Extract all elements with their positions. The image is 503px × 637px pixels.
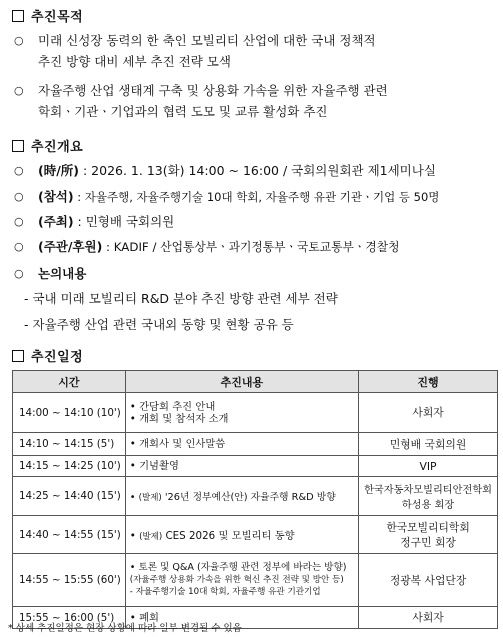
circle-bullet-icon: ○: [14, 190, 24, 203]
overview-organizer: ○ (주관/후원) : KADIF / 산업통상부ㆍ과기정통부ㆍ국토교통부ㆍ경찰청: [14, 236, 498, 258]
header-time: 시간: [13, 371, 126, 393]
circle-bullet-icon: ○: [14, 267, 24, 280]
overview-datetime: ○ (時/所) : 2026. 1. 13(화) 14:00 ~ 16:00 / 국회의원회관 제1세미나실: [14, 160, 498, 181]
table-row: 14:55 ~ 15:55 (60') • 토론 및 Q&A (자율주행 관련 정부에 바라는 방향) (자율주행 상용화 가속을 위한 혁신 추진 전략 및 방안 등) - 자율주행기술 10대 학회, 자율주행 유관 기관기업 정광복 사업단장: [13, 554, 498, 607]
table-row: 14:40 ~ 14:55 (15') • (발제) CES 2026 및 모빌리티 동향 한국모빌리티학회 정구민 회장: [13, 516, 498, 554]
table-row: 14:25 ~ 14:40 (15') • (발제) '26년 정부예산(안) 자율주행 R&D 방향 한국자동차모빌리티안전학회 하성용 회장: [13, 477, 498, 516]
checkbox-square-icon: [12, 10, 24, 22]
circle-bullet-icon: ○: [14, 84, 24, 97]
overview-attendees: ○ (참석) : 자율주행, 자율주행기술 10대 학회, 자율주행 유관 기관ㆍ기업 등 50명: [14, 186, 498, 208]
circle-bullet-icon: ○: [14, 34, 24, 47]
table-header-row: [13, 371, 498, 393]
purpose-bullet-2: ○ 자율주행 산업 생태계 구축 및 상용화 가속을 위한 자율주행 관련 학회ㆍ기관ㆍ기업과의 협력 도모 및 교류 활성화 추진: [14, 80, 498, 122]
discussion-item-2: - 자율주행 산업 관련 국내외 동향 및 현황 공유 등: [24, 317, 294, 332]
overview-host: ○ (주최) : 민형배 국회의원: [14, 211, 498, 232]
overview-discussion: ○ 논의내용: [14, 263, 498, 284]
table-row: 15:55 ~ 16:00 (5') • 폐회 사회자: [13, 607, 498, 629]
table-row: 14:00 ~ 14:10 (10') • 간담회 추진 안내 • 개회 및 참석자 소개 사회자: [13, 393, 498, 433]
discussion-item-1: - 국내 미래 모빌리티 R&D 분야 추진 방향 관련 세부 전략: [24, 291, 338, 306]
header-content: 추진내용: [125, 371, 358, 393]
section-schedule-heading: 추진일정: [12, 346, 83, 365]
table-row: 14:10 ~ 14:15 (5') • 개회사 및 인사말씀 민형배 국회의원: [13, 433, 498, 456]
table-row: 14:15 ~ 14:25 (10') • 기념촬영 VIP: [13, 456, 498, 477]
header-host: 진행: [359, 371, 498, 393]
checkbox-square-icon: [12, 350, 24, 362]
schedule-table: [12, 370, 498, 629]
checkbox-square-icon: [12, 140, 24, 152]
circle-bullet-icon: ○: [14, 240, 24, 253]
section-purpose-heading: 추진목적: [12, 6, 83, 25]
circle-bullet-icon: ○: [14, 215, 24, 228]
circle-bullet-icon: ○: [14, 164, 24, 177]
section-overview-heading: 추진개요: [12, 136, 83, 155]
footnote: * 상세 추진일정은 현장 상황에 따라 일부 변경될 수 있음: [8, 623, 242, 634]
purpose-bullet-1: ○ 미래 신성장 동력의 한 축인 모빌리티 산업에 대한 국내 정책적 추진 방향 대비 세부 추진 전략 모색: [14, 30, 498, 72]
